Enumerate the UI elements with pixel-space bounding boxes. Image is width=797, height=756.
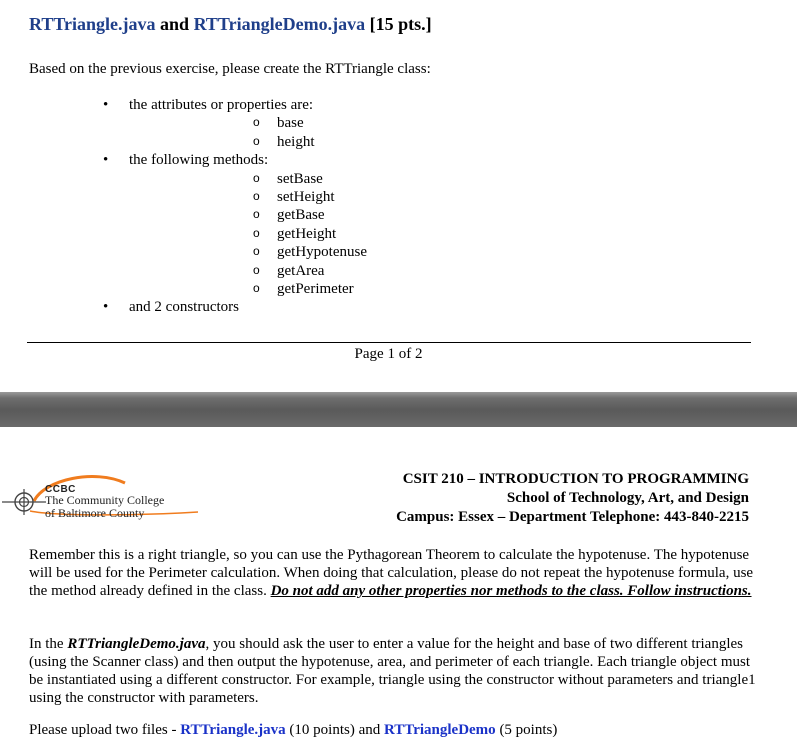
upload-points-1: (10 points) and (285, 722, 384, 738)
ccbc-logo (0, 471, 200, 531)
upload-file-rttriangle: RTTriangle.java (180, 722, 286, 738)
list-item: o getPerimeter (253, 280, 367, 298)
heading-file-rttriangledemo: RTTriangleDemo.java (193, 14, 366, 34)
list-item (103, 298, 367, 316)
campus-info: Campus: Essex – Department Telephone: 443-840-2215 (396, 509, 749, 525)
list-item: o getBase (253, 206, 367, 224)
demo-file-name: RTTriangleDemo.java (67, 636, 206, 652)
list-item (103, 151, 367, 298)
emphasis-warning: Do not add any other properties nor methods to the class. Follow instructions. (270, 583, 752, 599)
requirements-list (103, 96, 367, 317)
heading-file-rttriangle: RTTriangle.java (29, 14, 156, 34)
heading-and: and (155, 14, 194, 34)
assignment-heading (29, 14, 432, 35)
demo-lead: In the (29, 636, 68, 652)
upload-points-2: (5 points) (495, 722, 558, 738)
list-item: o setHeight (253, 188, 367, 206)
page-gap (0, 392, 797, 427)
intro-text: Based on the previous exercise, please create the RTTriangle class: (29, 61, 431, 77)
document-page-2 (0, 427, 797, 756)
bullet-label: the following methods: (129, 152, 269, 169)
list-item: o base (253, 114, 367, 132)
upload-instructions (29, 722, 557, 739)
footer-divider (27, 342, 751, 343)
bullet-label: the attributes or properties are: (129, 97, 314, 113)
hypotenuse-instructions (29, 546, 759, 600)
logo-line-1: The Community College (45, 493, 165, 507)
list-item: o getHeight (253, 225, 367, 243)
course-title: CSIT 210 – INTRODUCTION TO PROGRAMMING (402, 471, 749, 487)
list-item (103, 96, 367, 151)
demo-instructions (29, 635, 759, 707)
upload-file-rttriangledemo: RTTriangleDemo (384, 722, 496, 738)
attribute-list (129, 114, 367, 151)
list-item: o setBase (253, 170, 367, 188)
hypotenuse-text: Remember this is a right triangle, so you can use the Pythagorean Theorem to calculate the hypotenuse. The hypotenuse will be used for the Perimeter calculation. When doing that calculation, please do not repeat the hypotenuse formula, use the method already defined in the class. (29, 547, 754, 599)
upload-lead: Please upload two files - (29, 722, 181, 738)
logo-abbr: CCBC (45, 484, 76, 495)
bullet-label: and 2 constructors (129, 299, 239, 316)
list-item: o getArea (253, 262, 367, 280)
page-number: Page 1 of 2 (354, 346, 423, 362)
list-item: o getHypotenuse (253, 243, 367, 261)
list-item: o height (253, 133, 367, 151)
method-list (129, 170, 367, 299)
heading-points: [15 pts.] (365, 14, 432, 34)
school-name: School of Technology, Art, and Design (506, 490, 749, 506)
demo-text: , you should ask the user to enter a value for the height and base of two different triangles (using the Scanner class) and then output the hypotenuse, area, and perimeter of each triangle. Each triangle object must be instantiated using a different constructor. For example, triangle using the constructor without parameters and triangle1 using the constructor with parameters. (29, 636, 756, 706)
logo-line-2: of Baltimore County (45, 506, 145, 520)
